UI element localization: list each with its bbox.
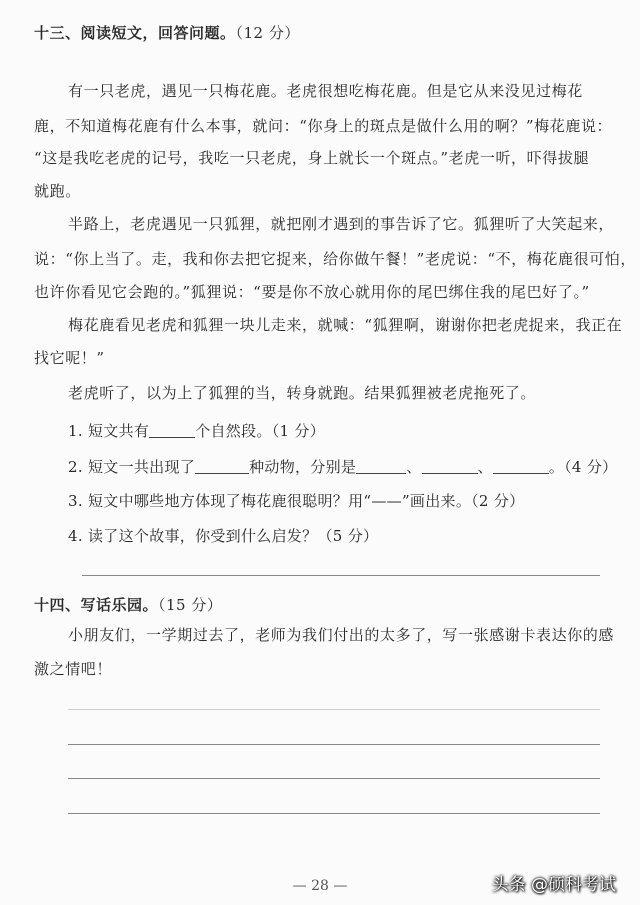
section-13-heading: 十三、阅读短文，回答问题。 xyxy=(34,24,236,42)
section-14-title xyxy=(34,594,222,615)
passage-line: 鹿，不知道梅花鹿有什么本事，就问：“你身上的斑点是做什么用的啊？”梅花鹿说： xyxy=(34,117,613,135)
writing-line[interactable] xyxy=(68,813,600,814)
question-2 xyxy=(68,456,617,477)
watermark: 头条 @硕科考试 xyxy=(491,875,616,895)
question-2-sep: 、 xyxy=(477,458,493,476)
question-2-blank-count[interactable] xyxy=(195,459,249,474)
passage-line: “这是我吃老虎的记号，我吃一只老虎，身上就长一个斑点。”老虎一听，吓得拔腿 xyxy=(34,149,590,167)
page-number: — 28 — xyxy=(292,878,348,894)
question-2-text-mid: 种动物，分别是 xyxy=(249,458,357,476)
question-2-sep: 、 xyxy=(406,458,422,476)
question-2-blank-animal-1[interactable] xyxy=(356,459,406,474)
question-2-blank-animal-2[interactable] xyxy=(422,459,478,474)
section-13-title xyxy=(34,22,300,43)
writing-line[interactable] xyxy=(68,778,600,779)
section-14-score: （15 分） xyxy=(158,596,223,614)
passage-line: 有一只老虎，遇见一只梅花鹿。老虎很想吃梅花鹿。但是它从来没见过梅花 xyxy=(68,82,583,100)
question-2-text-before: 2. 短文一共出现了 xyxy=(68,458,196,476)
question-1-text-after: 个自然段。（1 分） xyxy=(195,422,325,440)
section-13-score: （12 分） xyxy=(235,24,300,42)
passage-line: 也许你看见它会跑的。”狐狸说：“要是你不放心就用你的尾巴绑住我的尾巴好了。” xyxy=(34,283,590,301)
writing-line[interactable] xyxy=(68,744,600,745)
question-2-blank-animal-3[interactable] xyxy=(493,459,549,474)
question-1-text-before: 1. 短文共有 xyxy=(68,422,150,440)
writing-line[interactable] xyxy=(68,709,600,710)
passage-line: 找它呢！” xyxy=(34,349,105,367)
answer-line[interactable] xyxy=(82,575,600,576)
question-3: 3. 短文中哪些地方体现了梅花鹿很聪明？用“——”画出来。（2 分） xyxy=(68,492,525,510)
question-1-blank[interactable] xyxy=(149,423,195,438)
question-4: 4. 读了这个故事，你受到什么启发？（5 分） xyxy=(68,527,379,545)
passage-line: 就跑。 xyxy=(34,182,81,200)
section-14-heading: 十四、写话乐园。 xyxy=(34,596,159,614)
question-1 xyxy=(68,420,325,441)
passage-line: 半路上，老虎遇见一只狐狸，就把刚才遇到的事告诉了它。狐狸听了大笑起来， xyxy=(68,215,615,233)
passage-line: 说：“你上当了。走，我和你去把它捉来，给你做午餐！”老虎说：“不，梅花鹿很可怕， xyxy=(34,250,637,268)
prompt-line: 小朋友们，一学期过去了，老师为我们付出的太多了，写一张感谢卡表达你的感 xyxy=(68,626,615,644)
passage-line: 老虎听了，以为上了狐狸的当，转身就跑。结果狐狸被老虎拖死了。 xyxy=(68,384,537,402)
prompt-line: 激之情吧！ xyxy=(34,660,113,678)
passage-line: 梅花鹿看见老虎和狐狸一块儿走来，就喊：“狐狸啊，谢谢你把老虎捉来，我正在 xyxy=(68,316,623,334)
question-2-text-after: 。（4 分） xyxy=(548,458,618,476)
